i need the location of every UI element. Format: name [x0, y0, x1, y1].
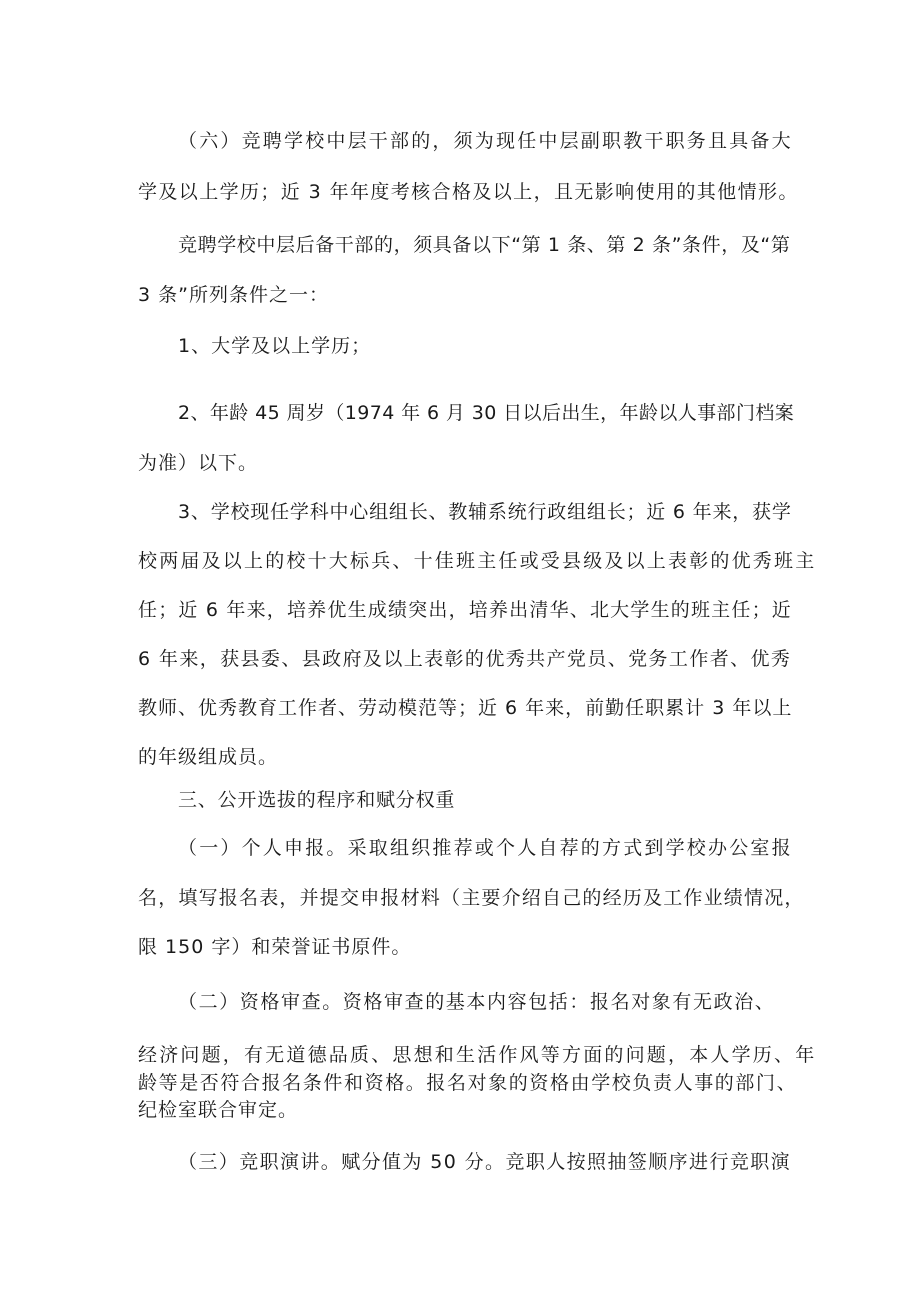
paragraph-line: 龄等是否符合报名条件和资格。报名对象的资格由学校负责人事的部门、 — [138, 1072, 798, 1094]
paragraph-line: 任；近 6 年来，培养优生成绩突出，培养出清华、北大学生的班主任；近 — [138, 599, 792, 621]
paragraph-line: （一）个人申报。采取组织推荐或个人自荐的方式到学校办公室报 — [178, 837, 793, 859]
list-item: 3、学校现任学科中心组组长、教辅系统行政组组长；近 6 年来，获学 — [178, 501, 792, 523]
paragraph-line: 校两届及以上的校十大标兵、十佳班主任或受县级及以上表彰的优秀班主 — [138, 550, 817, 572]
paragraph-line: 纪检室联合审定。 — [138, 1099, 299, 1121]
list-item: 1、大学及以上学历； — [178, 335, 372, 357]
list-item: 2、年龄 45 周岁（1974 年 6 月 30 日以后出生，年龄以人事部门档案 — [178, 402, 795, 424]
section-heading: 三、公开选拔的程序和赋分权重 — [178, 789, 456, 811]
paragraph-line: 3 条”所列条件之一： — [138, 284, 329, 306]
paragraph-line: 经济问题，有无道德品质、思想和生活作风等方面的问题，本人学历、年 — [138, 1044, 817, 1066]
paragraph-line: （六）竞聘学校中层干部的，须为现任中层副职教干职务且具备大 — [178, 130, 793, 152]
paragraph-line: （三）竞职演讲。赋分值为 50 分。竞职人按照抽签顺序进行竞职演 — [178, 1151, 792, 1173]
paragraph-line: 名，填写报名表，并提交申报材料（主要介绍自己的经历及工作业绩情况， — [138, 887, 805, 909]
paragraph-line: 学及以上学历；近 3 年年度考核合格及以上，且无影响使用的其他情形。 — [138, 181, 799, 203]
paragraph-line: 6 年来，获县委、县政府及以上表彰的优秀共产党员、党务工作者、优秀 — [138, 648, 792, 670]
paragraph-line: （二）资格审查。资格审查的基本内容包括：报名对象有无政治、 — [178, 991, 776, 1013]
paragraph-line: 竞聘学校中层后备干部的，须具备以下“第 1 条、第 2 条”条件，及“第 — [178, 234, 791, 256]
paragraph-line: 的年级组成员。 — [138, 746, 279, 768]
paragraph-line: 为准）以下。 — [138, 452, 259, 474]
paragraph-line: 教师、优秀教育工作者、劳动模范等；近 6 年来，前勤任职累计 3 年以上 — [138, 697, 793, 719]
paragraph-line: 限 150 字）和荣誉证书原件。 — [138, 936, 412, 958]
